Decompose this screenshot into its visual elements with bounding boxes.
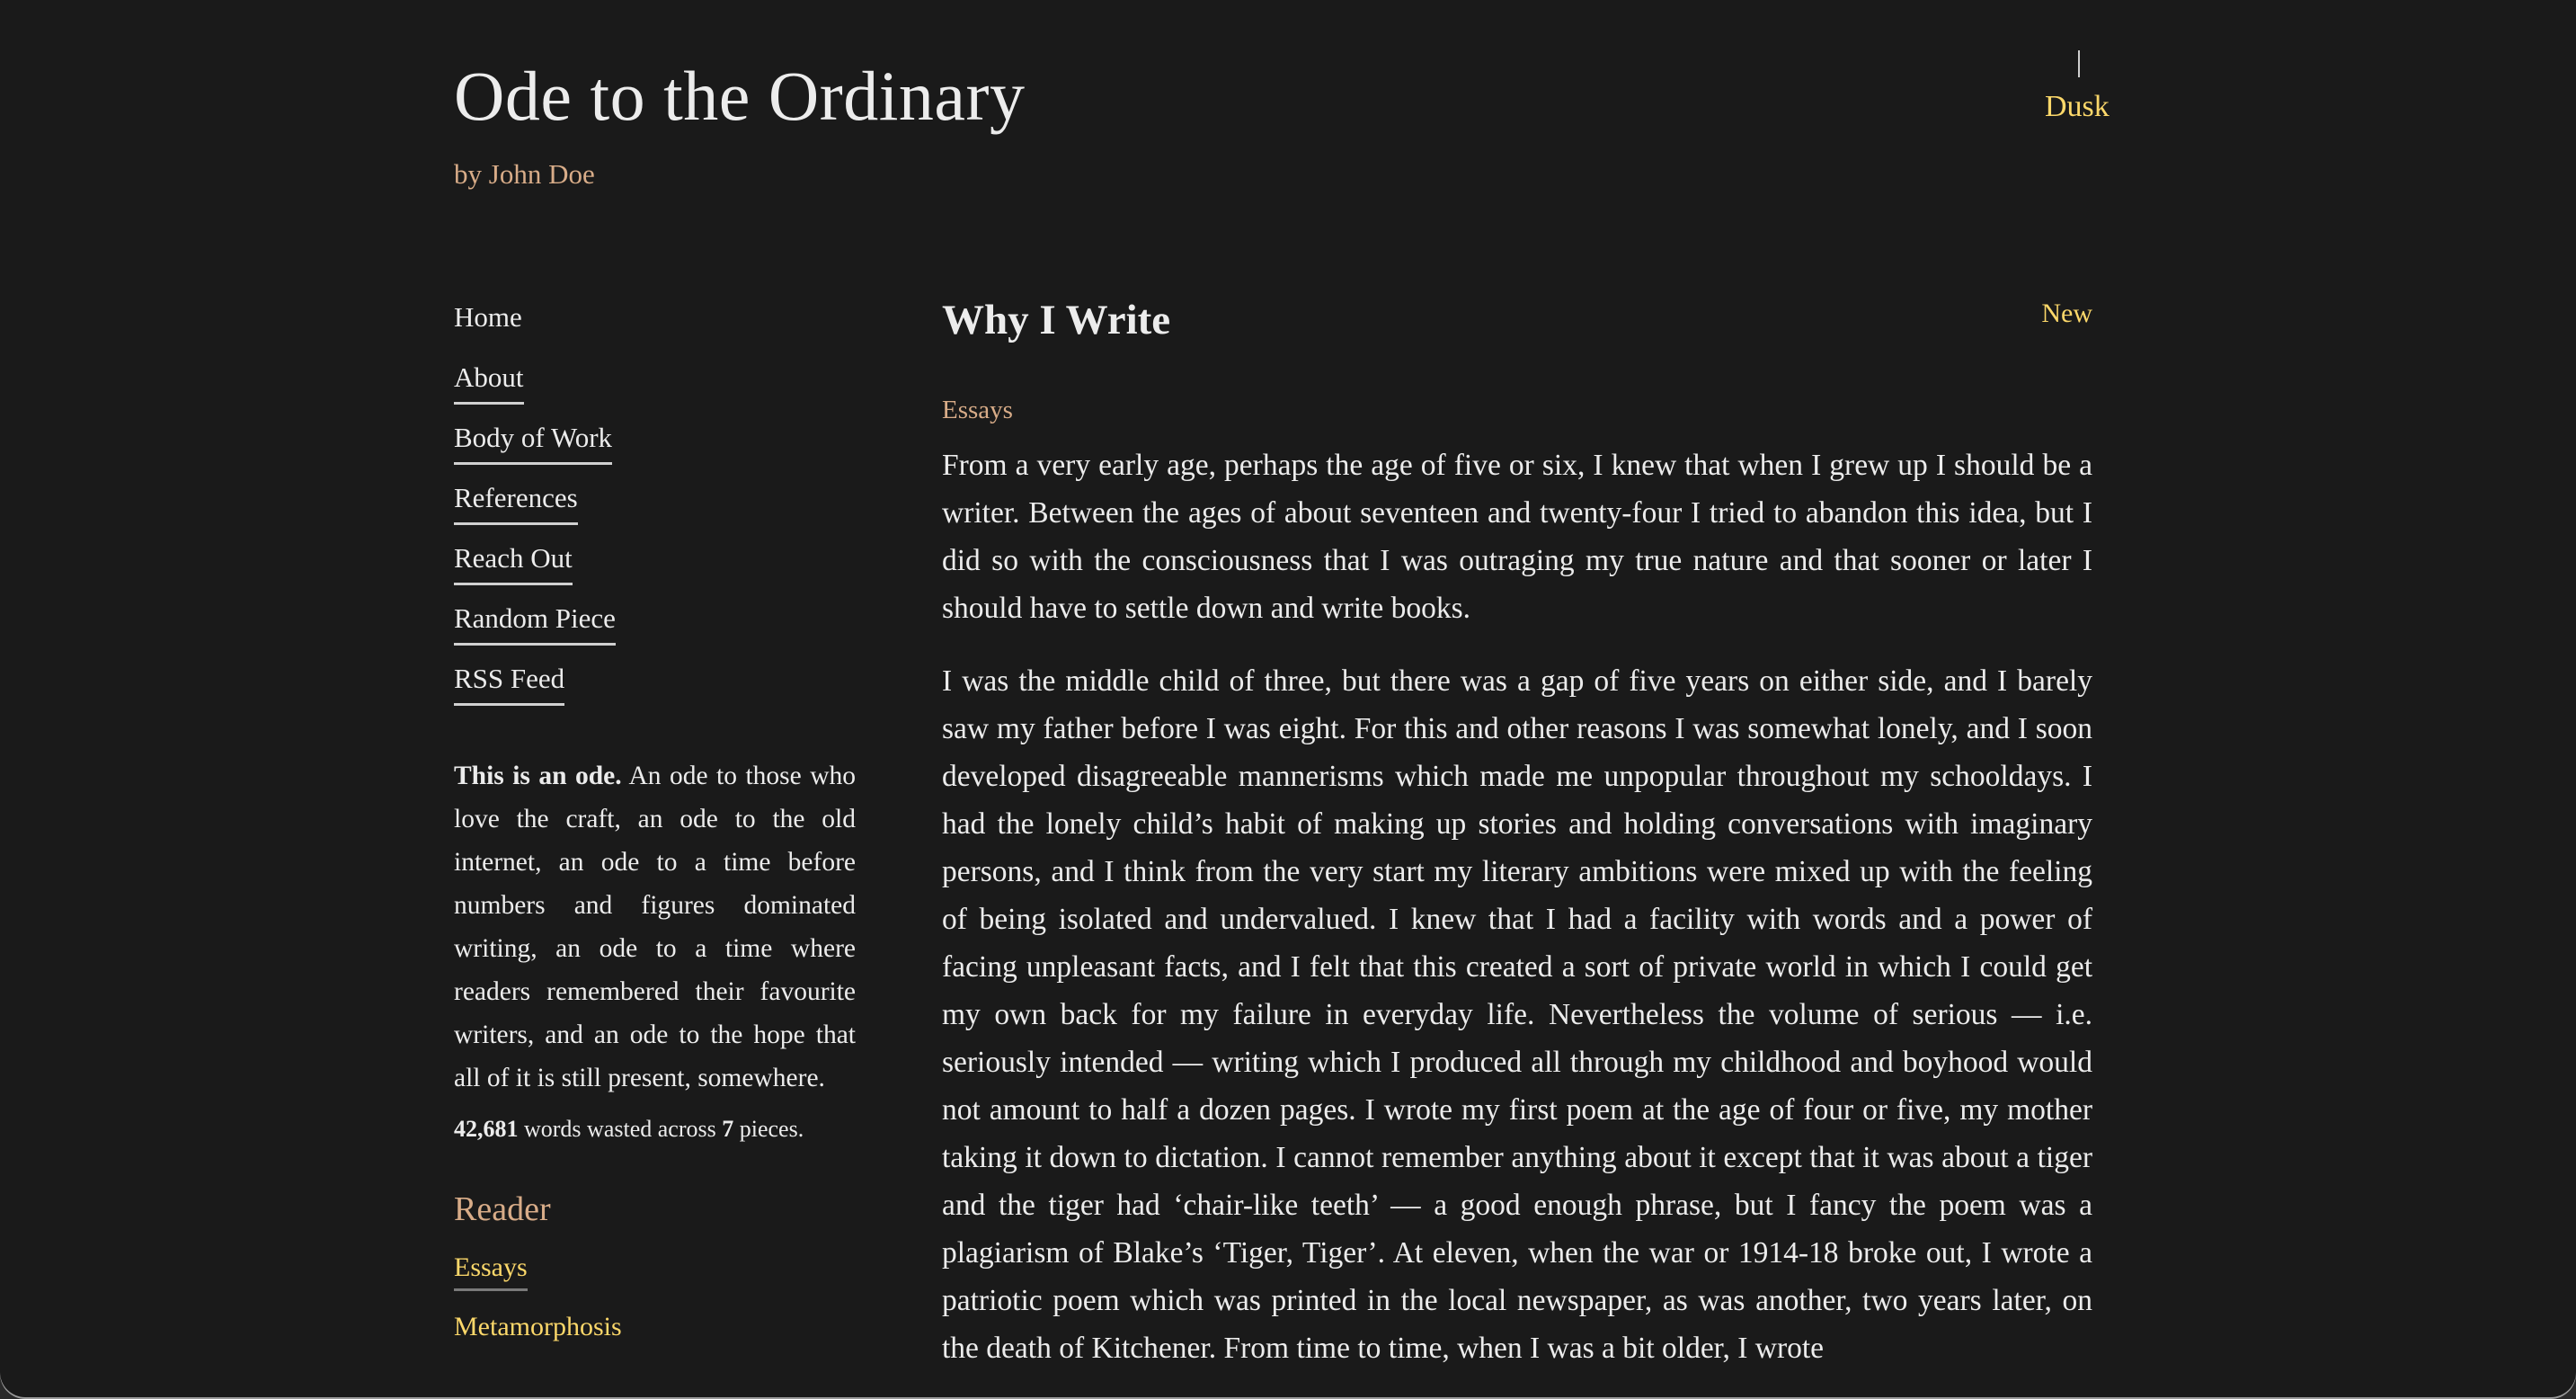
nav-link-body-of-work[interactable]: Body of Work (454, 417, 612, 465)
nav-link-random-piece[interactable]: Random Piece (454, 598, 616, 646)
reader-item-essays (454, 1249, 856, 1308)
reader-heading: Reader (454, 1190, 551, 1228)
nav-link-references[interactable]: References (454, 477, 578, 525)
sidebar (454, 297, 856, 1368)
article-paragraph: From a very early age, perhaps the age of five or six, I knew that when I grew up I should be a writer. Between the ages of about seventeen and twenty-four I tried to abandon this idea, but I did so with the consciousness that I was outraging my true nature and that sooner or later I should have to settle down and write books. (942, 449, 2092, 625)
article-header (942, 286, 2092, 358)
nav-item-references (454, 477, 856, 538)
reader-link-metamorphosis[interactable]: Metamorphosis (454, 1312, 622, 1341)
main-nav (454, 297, 856, 718)
nav-link-about[interactable]: About (454, 357, 524, 405)
article-title: Why I Write (942, 297, 1171, 343)
nav-item-rss-feed (454, 658, 856, 718)
stats-suffix: pieces. (733, 1116, 804, 1142)
word-count: 42,681 (454, 1116, 519, 1142)
nav-item-about (454, 357, 856, 417)
article-paragraph: I was the middle child of three, but there was a gap of five years on either side, and I barely saw my father before I was eight. For this and other reasons I was somewhat lonely, and I soon developed disagreeable mannerisms which made me unpopular throughout my schooldays. I had the lonely child’s habit of making up stories and holding conversations with imaginary persons, and I think from the very start my literary ambitions were mixed up with the feeling of being isolated and undervalued. I knew that I had a facility with words and a power of facing unpleasant facts, and I felt that this created a sort of private world in which I could get my own back for my failure in everyday life. Nevertheless the volume of serious — i.e. seriously intended — writing which I produced all through my childhood and boyhood would not amount to half a dozen pages. I wrote my first poem at the age of four or five, my mother taking it down to dictation. I cannot remember anything about it except that it was about a tiger and the tiger had ‘chair-like teeth’ — a good enough phrase, but I fancy the poem was a plagiarism of Blake’s ‘Tiger, Tiger’. At eleven, when the war or 1914-18 broke out, I wrote a patriotic poem which was printed in the local newspaper, as was another, two years later, on the death of Kitchener. From time to time, when I was a bit older, I wrote (942, 664, 2092, 1365)
new-badge[interactable]: New (2041, 299, 2092, 328)
nav-link-rss-feed[interactable]: RSS Feed (454, 658, 564, 706)
piece-count: 7 (722, 1116, 734, 1142)
nav-item-random-piece (454, 598, 856, 658)
theme-toggle[interactable] (2020, 49, 2110, 129)
article (942, 286, 2092, 1397)
reader-item-metamorphosis (454, 1308, 856, 1368)
nav-link-home[interactable]: Home (454, 301, 522, 333)
reader-list (454, 1249, 856, 1368)
intro-lead: This is an ode. (454, 762, 622, 790)
stats-text: words wasted across (518, 1116, 723, 1142)
author-byline: by John Doe (454, 158, 595, 190)
site-title[interactable]: Ode to the Ordinary (454, 57, 1026, 135)
nav-item-reach-out (454, 538, 856, 598)
article-category-link[interactable]: Essays (942, 396, 1013, 424)
theme-toggle-indicator-icon (2078, 50, 2080, 77)
nav-item-body-of-work (454, 417, 856, 477)
page (454, 0, 2110, 1399)
reader-link-essays[interactable]: Essays (454, 1249, 528, 1291)
nav-link-reach-out[interactable]: Reach Out (454, 538, 573, 585)
site-stats (454, 1116, 856, 1143)
article-body (942, 441, 2092, 1372)
nav-item-home (454, 297, 856, 357)
intro-text: An ode to those who love the craft, an ode to the old internet, an ode to a time before numbers and figures dominated writing, an ode to a time where readers remembered their favourite writers, and an ode to the hope that all of it is still present, somewhere. (454, 762, 856, 1092)
site-intro (454, 754, 856, 1100)
theme-toggle-label[interactable]: Dusk (2045, 90, 2110, 123)
